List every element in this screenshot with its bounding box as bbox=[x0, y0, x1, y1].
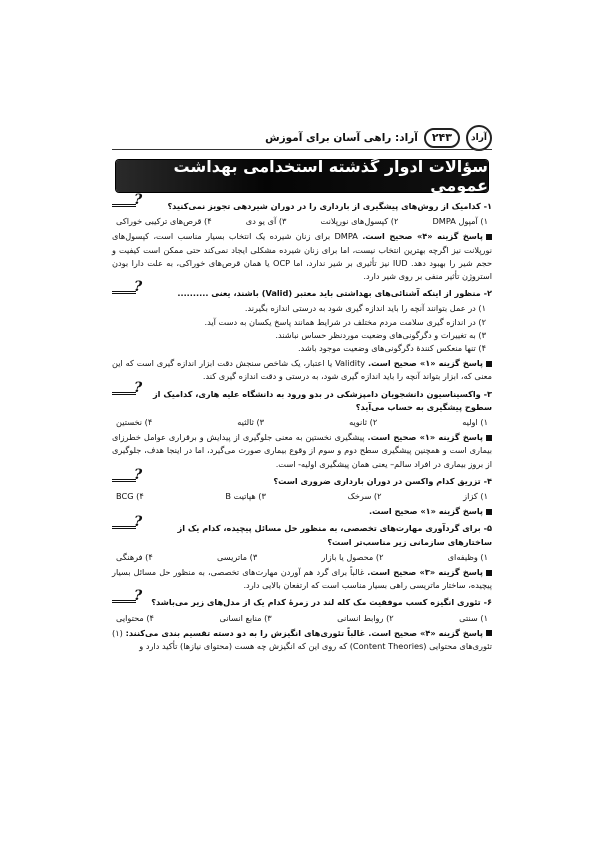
question-stem: ۴- تزریق کدام واکسن در دوران بارداری ضروری است؟ bbox=[273, 475, 492, 486]
answer-explanation bbox=[112, 230, 492, 283]
question-item bbox=[112, 279, 492, 383]
question-item bbox=[112, 192, 492, 283]
answer-bullet-icon bbox=[486, 234, 492, 240]
section-banner bbox=[116, 157, 488, 195]
option-item: ۴) نخستین bbox=[116, 417, 153, 428]
options-list bbox=[112, 490, 492, 503]
answer-bullet-icon bbox=[486, 509, 492, 515]
answer-line-icon bbox=[112, 479, 136, 486]
question-mark-icon bbox=[112, 192, 143, 212]
answer-bullet-icon bbox=[486, 435, 492, 441]
option-item: ۳) به تغییرات و دگرگونی‌های وضعیت موردنظر حساس نباشند. bbox=[275, 329, 486, 340]
question-stem: ۳- واکسیناسیون دانشجویان دامپزشکی در بدو ورود به دانشگاه علیه هاری، کدامیک از سطوح پیشگیری به حساب می‌آید؟ bbox=[152, 388, 492, 412]
question-mark-icon bbox=[112, 466, 143, 487]
answer-lead: پاسخ گزینه «۱» صحیح است. bbox=[368, 506, 483, 517]
question-stem: ۱- کدامیک از روش‌های پیشگیری از بارداری را در دوران شیردهی تجویز نمی‌کنید؟ bbox=[167, 201, 492, 211]
answer-lead: پاسخ گزینه «۱» صحیح است. bbox=[367, 432, 483, 443]
options-list bbox=[112, 416, 492, 429]
option-item: ۳) آی یو دی bbox=[245, 216, 287, 227]
option-item: ۱) سنتی bbox=[459, 612, 488, 623]
option-item: ۲) روابط انسانی bbox=[337, 612, 394, 623]
option-item: ۲) محصول یا بازار bbox=[321, 551, 384, 562]
option-item: ۱) در عمل بتوانند آنچه را باید اندازه گیری شود به درستی اندازه بگیرند. bbox=[244, 303, 486, 314]
options-list bbox=[112, 302, 492, 355]
option-item: ۲) کپسول‌های نورپلانت bbox=[320, 216, 399, 227]
option-item: ۳) هپاتیت B bbox=[225, 491, 266, 502]
question-mark-icon bbox=[112, 279, 143, 299]
answer-body: (۱) تئوری‌های محتوایی (Content Theories) که روی این که انگیزش چه هست (محتوای نیازها) تأکید دارد و bbox=[112, 627, 492, 652]
question-item bbox=[112, 466, 492, 519]
publisher-logo: آراد bbox=[466, 125, 492, 151]
answer-body: DMPA برای زنان شیرده یک انتخاب بسیار مناسب است، کپسول‌های نورپلانت نیز اگرچه بهترین انتخاب نیست، اما برای زنان شیرده مشکلی ایجاد نمی‌کند حتی ممکن است کیفیت و حجم شیر را بهبود دهد. IUD نیز تأثیری بر شیر ندارد، اما OCP یا همان قرص‌های خوراکی، به علت دارا بودن استروژن تأثیر منفی بر روی شیر دارد. bbox=[112, 231, 492, 282]
answer-lead: پاسخ گزینه «۱» صحیح است. bbox=[368, 358, 484, 369]
question-mark-glyph: ? bbox=[134, 466, 143, 483]
answer-line-icon bbox=[112, 291, 136, 298]
page-number: ۲۴۳ bbox=[424, 128, 460, 148]
answer-line-icon bbox=[112, 392, 136, 399]
answer-explanation bbox=[112, 505, 492, 518]
question-item bbox=[112, 588, 492, 653]
answer-body: Validity یا اعتبار، یک شاخص سنجش دقت ابزار اندازه گیری است که این معنی که، ابزار بتواند آنچه را باید اندازه گیری شود، به درستی و دقت اندازه گیری کند. bbox=[112, 358, 492, 382]
answer-bullet-icon bbox=[486, 570, 492, 576]
option-item: ۱) کزاز bbox=[463, 491, 488, 502]
answer-lead: پاسخ گزینه «۴» صحیح است. غالباً تئوری‌های انگیزش را به دو دسته تقسیم بندی می‌کنند: bbox=[125, 627, 483, 638]
question-mark-icon bbox=[112, 379, 143, 400]
header-rule bbox=[112, 149, 492, 150]
running-title: آراد: راهی آسان برای آموزش bbox=[265, 132, 418, 144]
option-item: ۱) آمپول DMPA bbox=[432, 216, 488, 227]
question-mark-glyph: ? bbox=[134, 588, 143, 605]
option-item: ۴) قرص‌های ترکیبی خوراکی bbox=[116, 216, 212, 227]
question-stem: ۲- منظور از اینکه آشنائی‌های بهداشتی باید معتبر (Valid) باشند، یعنی .......... bbox=[177, 288, 492, 299]
question-mark-icon bbox=[112, 588, 143, 608]
answer-body: پیشگیری نخستین به معنی جلوگیری از پیدایش و برقراری عوامل خطرزای بیماری است و همچنین پیشگیری سطح دوم و سوم از وقوع بیماری صورت می‌گیرد، اما در اینجا هدف، جلوگیری از بروز بیماری در افراد سالم– یعنی همان پیشگیری اولیه- است. bbox=[112, 432, 492, 469]
question-mark-glyph: ? bbox=[134, 192, 143, 208]
options-list bbox=[112, 215, 492, 228]
option-item: ۲) ثانویه bbox=[349, 417, 378, 428]
option-item: ۳) ماتریسی bbox=[216, 551, 258, 562]
question-item bbox=[112, 514, 492, 592]
answer-line-icon bbox=[112, 526, 136, 533]
question-mark-glyph: ? bbox=[134, 379, 143, 396]
question-stem: ۶- تئوری انگیزه کسب موفقیت مک کله لند در زمرهٔ کدام یک از مدل‌های زیر می‌باشد؟ bbox=[151, 597, 492, 608]
answer-explanation bbox=[112, 357, 492, 383]
option-item: ۲) در اندازه گیری سلامت مردم مختلف در شرایط همانند پاسخ یکسان به دست آید. bbox=[204, 316, 486, 327]
answer-lead: پاسخ گزینه «۳» صحیح است. bbox=[367, 567, 483, 578]
option-item: ۴) تنها منعکس کنندهٔ دگرگونی‌های وضعیت موجود باشد. bbox=[298, 343, 486, 354]
question-list bbox=[112, 192, 492, 657]
answer-explanation bbox=[112, 566, 492, 592]
option-item: ۳) منابع انسانی bbox=[219, 612, 272, 623]
answer-bullet-icon bbox=[486, 361, 492, 367]
answer-explanation bbox=[112, 431, 492, 471]
running-header bbox=[112, 126, 492, 150]
section-title: سؤالات ادوار گذشته استخدامی بهداشت عمومی bbox=[173, 157, 488, 195]
question-mark-icon bbox=[112, 514, 143, 534]
option-item: ۲) سرخک bbox=[347, 491, 382, 502]
question-mark-glyph: ? bbox=[134, 279, 143, 296]
options-list bbox=[112, 612, 492, 625]
question-mark-glyph: ? bbox=[134, 514, 143, 531]
answer-explanation bbox=[112, 627, 492, 653]
option-item: ۱) اولیه bbox=[462, 417, 488, 428]
answer-body: غالباً برای گرد هم آوردن مهارت‌های تخصصی، به منظور حل مسائل بسیار پیچیده، ساختار ماتریسی راهی بسیار مناسب است که ارتفعان بالایی دارد. bbox=[112, 567, 492, 591]
option-item: ۴) BCG bbox=[116, 491, 144, 502]
answer-lead: پاسخ گزینه «۴» صحیح است. bbox=[362, 231, 484, 242]
option-item: ۳) ثالثیه bbox=[237, 417, 265, 428]
answer-line-icon bbox=[112, 600, 136, 607]
answer-line-icon bbox=[112, 204, 136, 211]
option-item: ۴) محتوایی bbox=[116, 612, 154, 623]
options-list bbox=[112, 551, 492, 564]
question-item bbox=[112, 379, 492, 471]
option-item: ۴) فرهنگی bbox=[116, 551, 153, 562]
answer-bullet-icon bbox=[486, 630, 492, 636]
question-stem: ۵- برای گردآوری مهارت‌های تخصصی، به منظور حل مسائل پیچیده، کدام یک از ساختارهای سازمانی زیر مناسب‌تر است؟ bbox=[177, 523, 492, 547]
option-item: ۱) وظیفه‌ای bbox=[447, 551, 488, 562]
